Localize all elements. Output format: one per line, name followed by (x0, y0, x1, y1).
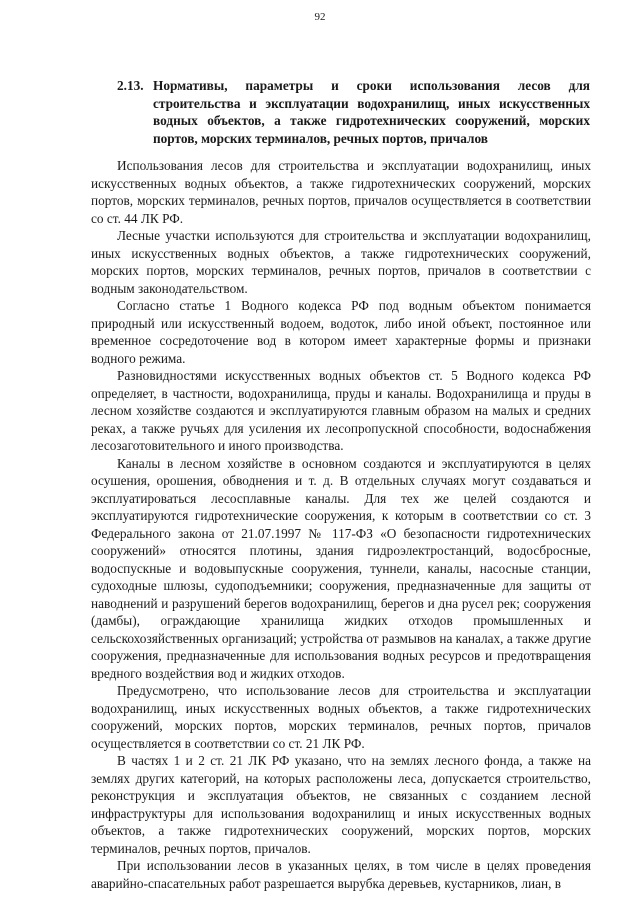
body-text (91, 157, 591, 892)
paragraph: При использовании лесов в указанных целях, в том числе в целях проведения аварийно-спасательных работ разрешается вырубка деревьев, кустарников, лиан, в (91, 858, 591, 891)
paragraph: В частях 1 и 2 ст. 21 ЛК РФ указано, что на землях лесного фонда, а также на землях других категорий, на которых расположены леса, допускается строительство, реконструкция и эксплуатация объектов, не связанных с созданием лесной инфраструктуры для использования водохранилищ и иных искусственных водных объектов, а также гидротехнических сооружений, морских портов, морских терминалов, речных портов, причалов. (91, 753, 591, 856)
paragraph: Использования лесов для строительства и эксплуатации водохранилищ, иных искусственных водных объектов, а также гидротехнических сооружений, морских портов, морских терминалов, речных портов, причалов осуществляется в соответствии со ст. 44 ЛК РФ. (91, 158, 591, 226)
page-number: 92 (314, 11, 326, 23)
section-heading (117, 77, 590, 147)
section-number: 2.13. (117, 78, 144, 93)
paragraph: Каналы в лесном хозяйстве в основном создаются и эксплуатируются в целях осушения, орошения, обводнения и т. д. В отдельных случаях могут создаваться и эксплуатироваться лесосплавные каналы. Для тех же целей создаются и эксплуатируются гидротехнические сооружения, к которым в соответствии со ст. 3 Федерального закона от 21.07.1997 № 117-ФЗ «О безопасности гидротехнических сооружений» относятся плотины, здания гидроэлектростанций, водосбросные, водоспускные и водовыпускные сооружения, туннели, каналы, насосные станции, судоходные шлюзы, судоподъемники; сооружения, предназначенные для защиты от наводнений и разрушений берегов водохранилищ, берегов и дна русел рек; сооружения (дамбы), ограждающие хранилища жидких отходов промышленных и сельскохозяйственных организаций; устройства от размывов на каналах, а также другие сооружения, предназначенные для использования водных ресурсов и предотвращения вредного воздействия вод и жидких отходов. (91, 455, 591, 681)
paragraph: Согласно статье 1 Водного кодекса РФ под водным объектом понимается природный или искусственный водоем, водоток, либо иной объект, постоянное или временное сосредоточение вод в котором имеет характерные формы и признаки водного режима. (91, 298, 591, 366)
paragraph: Предусмотрено, что использование лесов для строительства и эксплуатации водохранилищ, иных искусственных водных объектов, а также гидротехнических сооружений, морских портов, морских терминалов, речных портов, причалов осуществляется в соответствии со ст. 21 ЛК РФ. (91, 683, 591, 751)
section-title: Нормативы, параметры и сроки использования лесов для строительства и эксплуатации водохранилищ, иных искусственных водных объектов, а также гидротехнических сооружений, морских портов, морских терминалов, речных портов, причалов (153, 78, 590, 146)
paragraph: Лесные участки используются для строительства и эксплуатации водохранилищ, иных искусственных водных объектов, а также гидротехнических сооружений, морских портов, морских терминалов, речных портов, причалов в соответствии с водным законодательством. (91, 228, 591, 296)
paragraph: Разновидностями искусственных водных объектов ст. 5 Водного кодекса РФ определяет, в частности, водохранилища, пруды и каналы. Водохранилища и пруды в лесном хозяйстве создаются и эксплуатируются главным образом на малых и средних реках, а также ручьях для усиления их лесопропускной способности, водоснабжения лесозаготовительного и иного производства. (91, 368, 591, 453)
